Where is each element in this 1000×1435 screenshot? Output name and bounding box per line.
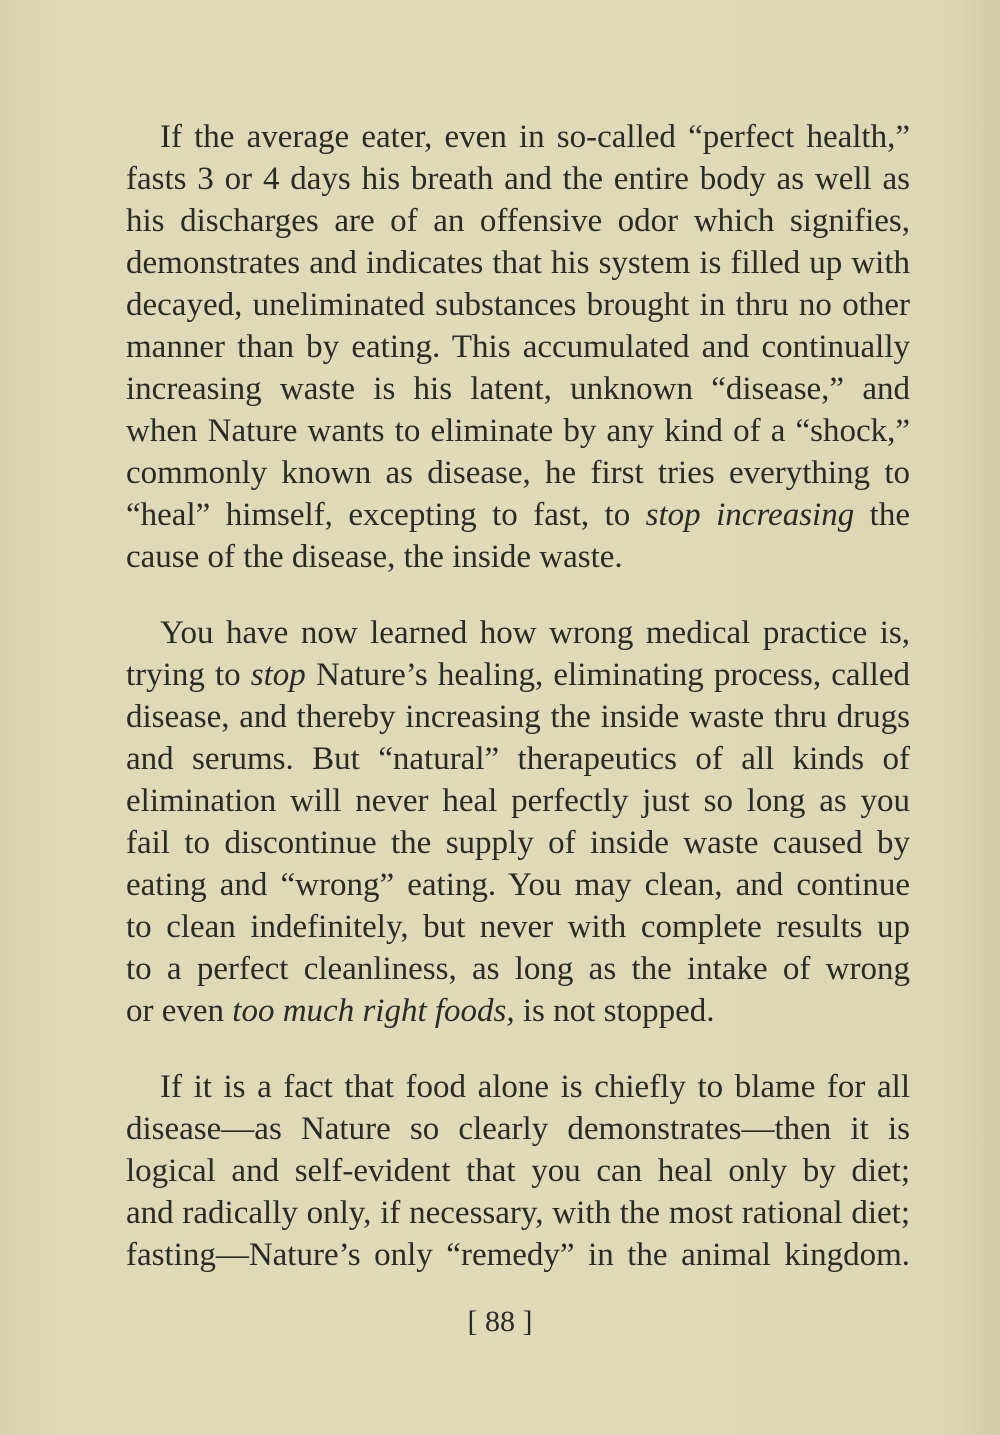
text-line: trying to stop Nature’s healing, eliminating process, called: [126, 657, 910, 693]
text-line: disease—as Nature so clearly demonstrates—then it is: [126, 1111, 910, 1147]
text-line: If the average eater, even in so-called “perfect health,”: [160, 119, 910, 155]
text-line: and serums. But “natural” therapeutics of all kinds of: [126, 741, 910, 777]
paragraph-1: [126, 116, 910, 578]
text-line: his discharges are of an offensive odor which signifies,: [126, 203, 910, 239]
text-line: manner than by eating. This accumulated and continually: [126, 329, 910, 365]
text-line: You have now learned how wrong medical practice is,: [160, 615, 910, 651]
text-line: demonstrates and indicates that his system is filled up with: [126, 245, 910, 281]
text-line: or even too much right foods, is not stopped.: [126, 993, 715, 1029]
paragraph-3: [126, 1066, 910, 1276]
text-line: increasing waste is his latent, unknown “disease,” and: [126, 371, 910, 407]
text-line: to a perfect cleanliness, as long as the intake of wrong: [126, 951, 910, 987]
text-line: commonly known as disease, he first tries everything to: [126, 455, 910, 491]
body-text: [126, 116, 910, 1310]
text-line: fasts 3 or 4 days his breath and the entire body as well as: [126, 161, 910, 197]
text-line: and radically only, if necessary, with the most rational diet;: [126, 1195, 910, 1231]
text-line: If it is a fact that food alone is chiefly to blame for all: [160, 1069, 910, 1105]
text-line: decayed, uneliminated substances brought in thru no other: [126, 287, 910, 323]
emphasis-text: stop increasing: [645, 497, 855, 533]
text-line: to clean indefinitely, but never with complete results up: [126, 909, 910, 945]
text-line: fail to discontinue the supply of inside waste caused by: [126, 825, 910, 861]
text-line: cause of the disease, the inside waste.: [126, 539, 623, 575]
emphasis-text: too much right foods,: [232, 993, 515, 1029]
text-line: elimination will never heal perfectly just so long as you: [126, 783, 910, 819]
page-number: [ 88 ]: [467, 1305, 533, 1338]
text-line: “heal” himself, excepting to fast, to stop increasing the: [126, 497, 910, 533]
text-line: eating and “wrong” eating. You may clean, and continue: [126, 867, 910, 903]
text-line: disease, and thereby increasing the inside waste thru drugs: [126, 699, 910, 735]
text-line: logical and self-evident that you can heal only by diet;: [126, 1153, 910, 1189]
text-line: when Nature wants to eliminate by any kind of a “shock,”: [126, 413, 910, 449]
text-line: fasting—Nature’s only “remedy” in the animal kingdom.: [126, 1237, 910, 1273]
emphasis-text: stop: [250, 657, 306, 693]
paragraph-2: [126, 612, 910, 1032]
